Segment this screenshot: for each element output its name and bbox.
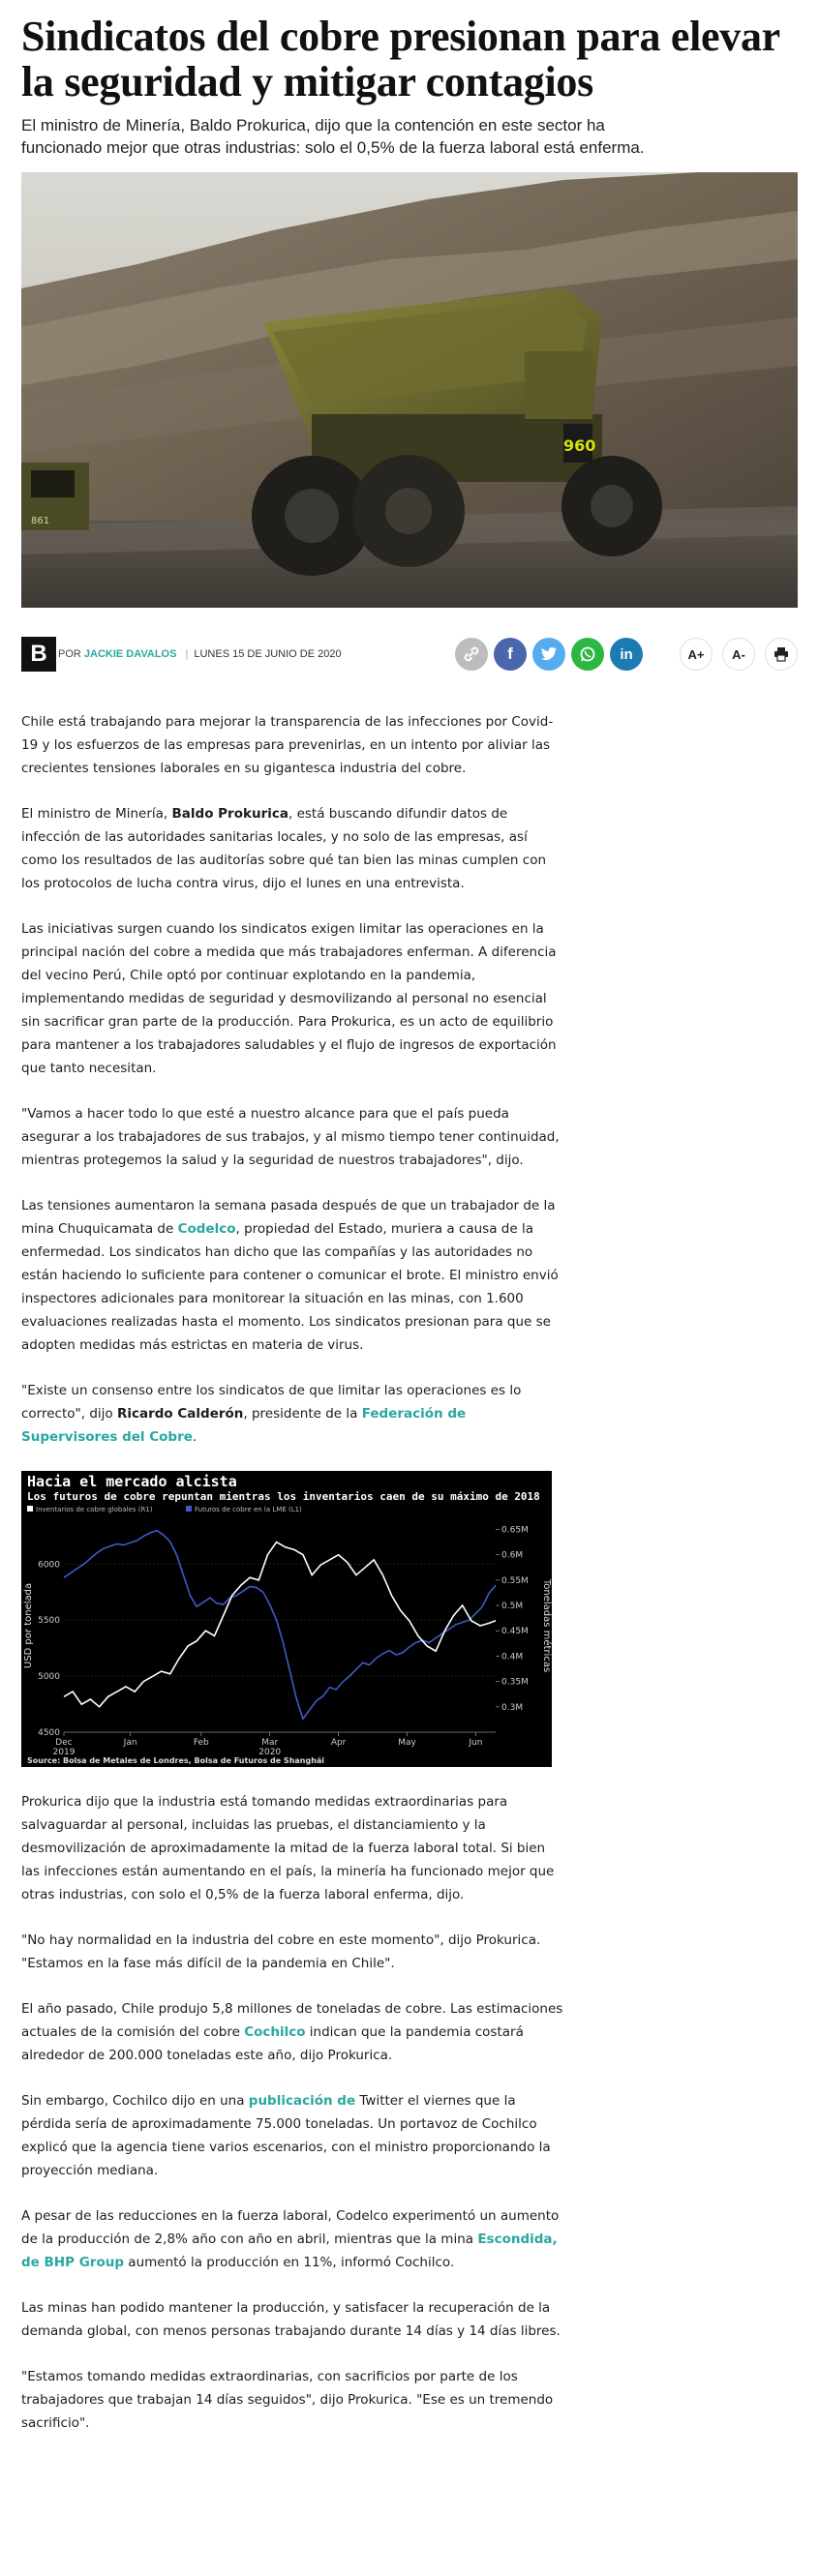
paragraph (21, 2204, 563, 2274)
x-tick-label: Jan (123, 1738, 137, 1748)
decrease-font-button[interactable]: A- (722, 638, 755, 671)
reading-tools (680, 638, 798, 671)
y-tick-right: 0.55M (501, 1575, 529, 1586)
byline (58, 648, 194, 660)
y-axis-label-right: Toneladas métricas (541, 1578, 552, 1673)
codelco-link[interactable]: Codelco (177, 1221, 236, 1237)
y-tick-right: 0.4M (501, 1652, 524, 1662)
escondida-link[interactable]: Escondida, de BHP Group (21, 2232, 558, 2270)
increase-font-button[interactable]: A+ (680, 638, 713, 671)
chart-svg (21, 1471, 552, 1767)
chart-background (21, 1471, 552, 1767)
y-tick-left: 6000 (38, 1560, 60, 1571)
y-tick-right: 0.3M (501, 1702, 524, 1713)
whatsapp-icon (579, 645, 596, 663)
svg-text:861: 861 (31, 516, 50, 526)
legend-swatch-inventory (27, 1506, 33, 1512)
publish-date: LUNES 15 DE JUNIO DE 2020 (194, 648, 342, 660)
author-link[interactable]: JACKIE DAVALOS (83, 648, 177, 660)
paragraph (21, 1997, 563, 2067)
chart-source: Source: Bolsa de Metales de Londres, Bolsa de Futuros de Shanghái (27, 1756, 325, 1765)
twitter-share-button[interactable] (532, 638, 565, 671)
y-tick-right: 0.65M (501, 1525, 529, 1536)
x-tick-label: Feb (193, 1738, 209, 1748)
paragraph (21, 1379, 563, 1449)
x-tick-label: May (398, 1738, 416, 1748)
whatsapp-share-button[interactable] (571, 638, 604, 671)
paragraph: Las minas han podido mantener la producción, y satisfacer la recuperación de la demanda global, con menos personas trabajando durante 14 días y 14 días libres. (21, 2300, 561, 2339)
paragraph: Prokurica dijo que la industria está tomando medidas extraordinarias para salvaguardar al personal, incluidas las pruebas, el distanciamiento y la desmovilización de aproximadamente la mitad de la fuerza laboral total. Si bien las infecciones están aumentando en el país, la minería ha funcionado mejor que otras industrias, con solo el 0,5% de la fuerza laboral enferma, dijo. (21, 1794, 555, 1902)
brand-logo[interactable]: B (21, 637, 56, 672)
y-tick-left: 5000 (38, 1672, 60, 1683)
copy-link-button[interactable] (455, 638, 488, 671)
y-tick-right: 0.5M (501, 1602, 524, 1612)
article-subtitle: El ministro de Minería, Baldo Prokurica, dijo que la contención en este sector ha funcionado mejor que otras industrias: solo el 0,5% de la fuerza laboral está enferma. (21, 116, 645, 157)
x-tick-label: Mar (261, 1738, 279, 1748)
paragraph (21, 802, 563, 895)
copper-chart (21, 1471, 552, 1767)
linkedin-share-button[interactable] (610, 638, 643, 671)
text: , propiedad del Estado, muriera a causa de la enfermedad. Los sindicatos han dicho que las compañías y las autoridades no están haciendo lo suficiente para contener o comunicar el brote. El ministro envió inspectores adicionales para monitorear la situación en las minas, con 1.600 evaluaciones realizadas hasta el momento. Los sindicatos presionan para que se adopten medidas más estrictas en materia de virus. (21, 1221, 559, 1353)
share-buttons (455, 638, 643, 671)
text: aumentó la producción en 11%, informó Cochilco. (124, 2255, 455, 2270)
paragraph: Las iniciativas surgen cuando los sindicatos exigen limitar las operaciones en la principal nación del cobre a medida que más trabajadores enferman. A diferencia del vecino Perú, Chile optó por continuar explotando en la pandemia, implementando medidas de seguridad y desmovilizando al personal no esencial sin sacrificar gran parte de la producción. Para Prokurica, es un acto de equilibrio para mantener a los trabajadores saludables y el flujo de ingresos de exportación que tanto necesitan. (21, 921, 557, 1076)
article-body (21, 710, 563, 2435)
paragraph (21, 1194, 563, 1357)
hero-photo (21, 172, 798, 608)
byline-prefix: POR (58, 648, 81, 660)
chart-subtitle: Los futuros de cobre repuntan mientras los inventarios caen de su máximo de 2018 (27, 1490, 540, 1503)
publicacion-link[interactable]: publicación de (248, 2093, 356, 2109)
article-meta-bar (21, 637, 798, 672)
y-tick-left: 4500 (38, 1728, 60, 1738)
y-axis-label-left: USD por tonelada (23, 1582, 34, 1669)
paragraph: "Estamos tomando medidas extraordinarias, con sacrificios por parte de los trabajadores que trabajan 14 días seguidos", dijo Prokurica. "Ese es un tremendo sacrificio". (21, 2369, 554, 2431)
text: Sin embargo, Cochilco dijo en una (21, 2093, 249, 2109)
paragraph: "Vamos a hacer todo lo que esté a nuestro alcance para que el país pueda asegurar a los trabajadores de sus trabajos, y al mismo tiempo tener continuidad, mientras protegemos la salud y la seguridad de nuestros trabajadores", dijo. (21, 1106, 560, 1168)
x-tick-year: 2019 (52, 1748, 76, 1757)
legend-label: Futuros de cobre en la LME (L1) (195, 1506, 302, 1513)
person-name: Baldo Prokurica (171, 806, 288, 822)
paragraph: Chile está trabajando para mejorar la transparencia de las infecciones por Covid-19 y los esfuerzos de las empresas para prevenirlas, en un intento por aliviar las crecientes tensiones laborales en su gigantesca industria del cobre. (21, 714, 554, 776)
byline-separator: | (185, 648, 189, 660)
legend-swatch-futures (186, 1506, 192, 1512)
print-icon (774, 646, 789, 662)
text: El año pasado, Chile produjo 5,8 millones de toneladas de cobre. Las estimaciones actuales de la comisión del cobre (21, 2001, 563, 2040)
federacion-link[interactable]: Federación de Supervisores del Cobre (21, 1406, 467, 1445)
y-tick-right: 0.6M (501, 1550, 524, 1561)
text: "Existe un consenso entre los sindicatos de que limitar las operaciones es lo correcto", dijo (21, 1383, 522, 1422)
svg-text:960: 960 (563, 436, 596, 455)
mining-truck-illustration (21, 172, 798, 608)
x-tick-label: Apr (330, 1738, 347, 1748)
linkedin-icon: in (620, 645, 633, 663)
text: Las tensiones aumentaron la semana pasada después de que un trabajador de la mina Chuquicamata de (21, 1198, 556, 1237)
y-tick-left: 5500 (38, 1616, 60, 1627)
facebook-share-button[interactable] (494, 638, 527, 671)
x-tick-label: Dec (55, 1738, 73, 1748)
text: indican que la pandemia costará alrededor de 200.000 toneladas este año, dijo Prokurica. (21, 2024, 524, 2063)
text: A pesar de las reducciones en la fuerza laboral, Codelco experimentó un aumento de la producción de 2,8% año con año en abril, mientras que la mina (21, 2208, 560, 2247)
article-title: Sindicatos del cobre presionan para elevar la seguridad y mitigar contagios (21, 13, 780, 105)
cochilco-link[interactable]: Cochilco (244, 2024, 306, 2040)
y-tick-right: 0.45M (501, 1627, 529, 1637)
text: , está buscando difundir datos de infección de las autoridades sanitarias locales, y no solo de las empresas, así como los resultados de las auditorías sobre qué tan bien las minas cumplen con los protocolos de lucha contra virus, dijo el lunes en una entrevista. (21, 806, 547, 891)
link-icon (463, 645, 480, 663)
text: , presidente de la (243, 1406, 362, 1422)
text: El ministro de Minería, (21, 806, 172, 822)
legend-label: Inventarios de cobre globales (R1) (36, 1506, 153, 1513)
print-button[interactable] (765, 638, 798, 671)
chart-title: Hacia el mercado alcista (27, 1473, 237, 1490)
paragraph: "No hay normalidad en la industria del cobre en este momento", dijo Prokurica. "Estamos en la fase más difícil de la pandemia en Chile". (21, 1932, 541, 1971)
person-name: Ricardo Calderón (116, 1406, 244, 1422)
x-tick-year: 2020 (258, 1748, 282, 1757)
text: Twitter el viernes que la pérdida sería de aproximadamente 75.000 toneladas. Un portavoz de Cochilco explicó que la agencia tiene varios escenarios, con el ministro proporcionando la proyección mediana. (21, 2093, 551, 2178)
text: . (192, 1429, 197, 1445)
y-tick-right: 0.35M (501, 1677, 529, 1688)
x-tick-label: Jun (469, 1738, 483, 1748)
twitter-icon (540, 646, 558, 662)
paragraph (21, 2089, 563, 2182)
facebook-icon: f (507, 644, 513, 663)
